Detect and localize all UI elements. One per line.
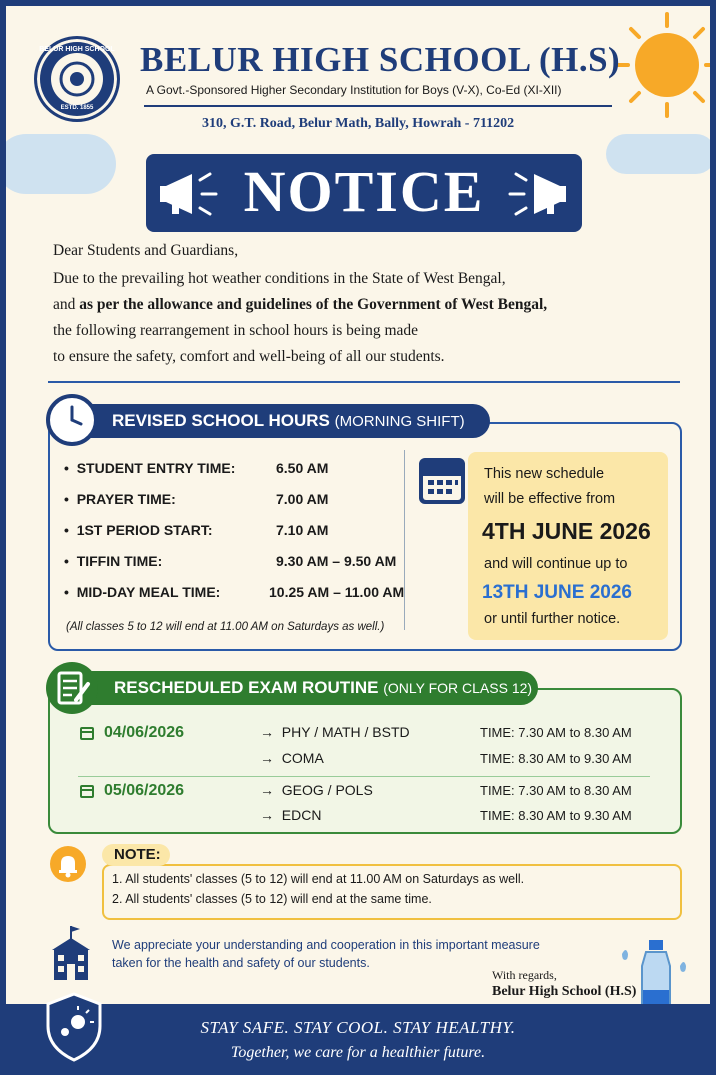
footer-band	[6, 1004, 710, 1075]
school-subtitle: A Govt.-Sponsored Higher Secondary Institution for Boys (V-X), Co-Ed (XI-XII)	[146, 83, 562, 97]
regards-text: With regards,	[492, 968, 557, 982]
effective-line-3: and will continue up to	[484, 556, 628, 572]
exam-paper-icon	[46, 662, 98, 714]
note-item-1: 1. All students' classes (5 to 12) will end at 11.00 AM on Saturdays as well.	[112, 872, 525, 886]
intro-line-1: Due to the prevailing hot weather conditions in the State of West Bengal,	[53, 270, 506, 287]
signoff-name: Belur High School (H.S)	[492, 984, 637, 999]
effective-line-1: This new schedule	[484, 466, 605, 482]
exam-time: TIME: 8.30 AM to 9.30 AM	[480, 808, 632, 823]
hour-row-tiffin: • TIFFIN TIME:	[64, 553, 163, 569]
appreciation-line-2: taken for the health and safety of our students.	[112, 956, 370, 970]
exam-time: TIME: 7.30 AM to 8.30 AM	[480, 725, 632, 740]
school-building-icon	[46, 924, 96, 982]
hour-value-tiffin: 9.30 AM – 9.50 AM	[276, 553, 397, 569]
school-address: 310, G.T. Road, Belur Math, Bally, Howrah - 711202	[202, 116, 515, 131]
school-name: BELUR HIGH SCHOOL (H.S)	[140, 40, 621, 79]
hour-row-midday-meal: • MID-DAY MEAL TIME:	[64, 584, 221, 600]
appreciation-line-1: We appreciate your understanding and cooperation in this important measure	[112, 938, 540, 952]
note-label: NOTE:	[114, 846, 161, 863]
section-divider	[48, 381, 680, 383]
clock-icon	[46, 394, 98, 446]
exam-routine-title: RESCHEDULED EXAM ROUTINE (ONLY FOR CLASS 12)	[114, 678, 533, 697]
exam-divider	[78, 776, 650, 777]
megaphone-right-icon	[506, 168, 568, 220]
hours-separator	[404, 450, 405, 630]
hour-value-first-period: 7.10 AM	[276, 522, 329, 538]
hour-row-first-period: • 1ST PERIOD START:	[64, 522, 213, 538]
hour-row-prayer: • PRAYER TIME:	[64, 491, 176, 507]
intro-line-4: to ensure the safety, comfort and well-being of all our students.	[53, 348, 445, 365]
effective-line-2: will be effective from	[484, 491, 616, 507]
hour-row-entry: • STUDENT ENTRY TIME:	[64, 460, 236, 476]
cloud-right-icon	[606, 134, 716, 174]
effective-end-date: 13TH JUNE 2026	[482, 582, 632, 603]
emblem-icon	[51, 53, 103, 105]
notice-title: NOTICE	[243, 159, 485, 224]
footer-tagline: Together, we care for a healthier future.	[230, 1044, 486, 1061]
school-hours-title: REVISED SCHOOL HOURS (MORNING SHIFT)	[112, 411, 465, 430]
greeting: Dear Students and Guardians,	[53, 242, 239, 259]
calendar-icon	[419, 458, 465, 504]
hour-value-midday-meal: 10.25 AM – 11.00 AM	[269, 584, 405, 600]
bell-icon	[50, 846, 86, 882]
sun-icon	[612, 10, 716, 120]
exam-subject: → EDCN	[260, 807, 322, 823]
effective-line-4: or until further notice.	[484, 611, 621, 627]
intro-line-2: and as per the allowance and guidelines of the Government of West Bengal,	[53, 296, 548, 313]
footer-slogan: STAY SAFE. STAY COOL. STAY HEALTHY.	[200, 1018, 516, 1037]
exam-subject: → GEOG / POLS	[260, 782, 373, 798]
calendar-small-icon	[80, 726, 94, 745]
exam-time: TIME: 7.30 AM to 8.30 AM	[480, 783, 632, 798]
school-logo	[34, 36, 120, 122]
hours-footnote: (All classes 5 to 12 will end at 11.00 AM on Saturdays as well.)	[66, 621, 385, 633]
calendar-small-icon	[80, 784, 94, 803]
exam-date-1: 04/06/2026	[104, 724, 185, 741]
effective-start-date: 4TH JUNE 2026	[482, 518, 651, 544]
header-divider	[144, 105, 612, 107]
hour-value-prayer: 7.00 AM	[276, 491, 329, 507]
note-item-2: 2. All students' classes (5 to 12) will end at the same time.	[112, 892, 432, 906]
intro-line-3: the following rearrangement in school hours is being made	[53, 322, 419, 339]
cloud-left-icon	[0, 134, 116, 194]
exam-subject: → COMA	[260, 750, 324, 766]
exam-time: TIME: 8.30 AM to 9.30 AM	[480, 751, 632, 766]
logo-text-bottom: ESTD. 1855	[60, 105, 94, 111]
logo-text-top: BELUR HIGH SCHOOL	[39, 46, 115, 53]
exam-date-2: 05/06/2026	[104, 782, 185, 799]
exam-subject: → PHY / MATH / BSTD	[260, 724, 410, 740]
hour-value-entry: 6.50 AM	[276, 460, 329, 476]
